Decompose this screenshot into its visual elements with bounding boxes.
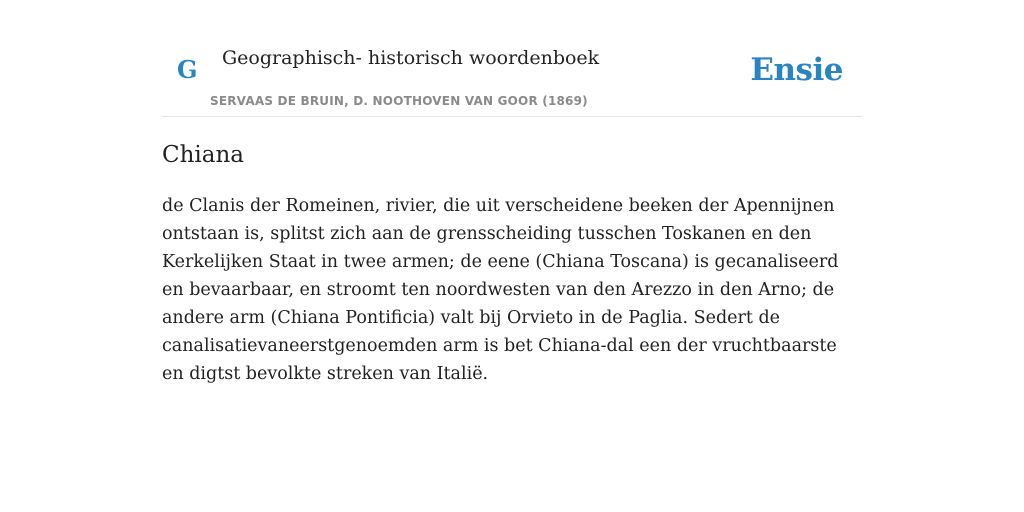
ensie-logo[interactable]: Ensie [750, 52, 843, 88]
dictionary-header [162, 0, 862, 117]
dictionary-authors: SERVAAS DE BRUIN, D. NOOTHOVEN VAN GOOR (1869) [210, 94, 588, 108]
dictionary-title[interactable]: Geographisch- historisch woordenboek [222, 47, 600, 69]
dictionary-logo[interactable]: G [177, 55, 198, 84]
entry-title: Chiana [162, 142, 245, 168]
entry-definition: de Clanis der Romeinen, rivier, die uit verscheidene beeken der Apennijnen ontstaan is, splitst zich aan de grensscheiding tusschen Toskanen en den Kerkelijken Staat in twee armen; de eene (Chiana Toscana) is gecanaliseerd en bevaarbaar, en stroomt ten noordwesten van den Arezzo in den Arno; de andere arm (Chiana Pontificia) valt bij Orvieto in de Paglia. Sedert de canalisatievaneerstgenoemden arm is bet Chiana-dal een der vruchtbaarste en digtst bevolkte streken van Italië. [162, 196, 839, 384]
